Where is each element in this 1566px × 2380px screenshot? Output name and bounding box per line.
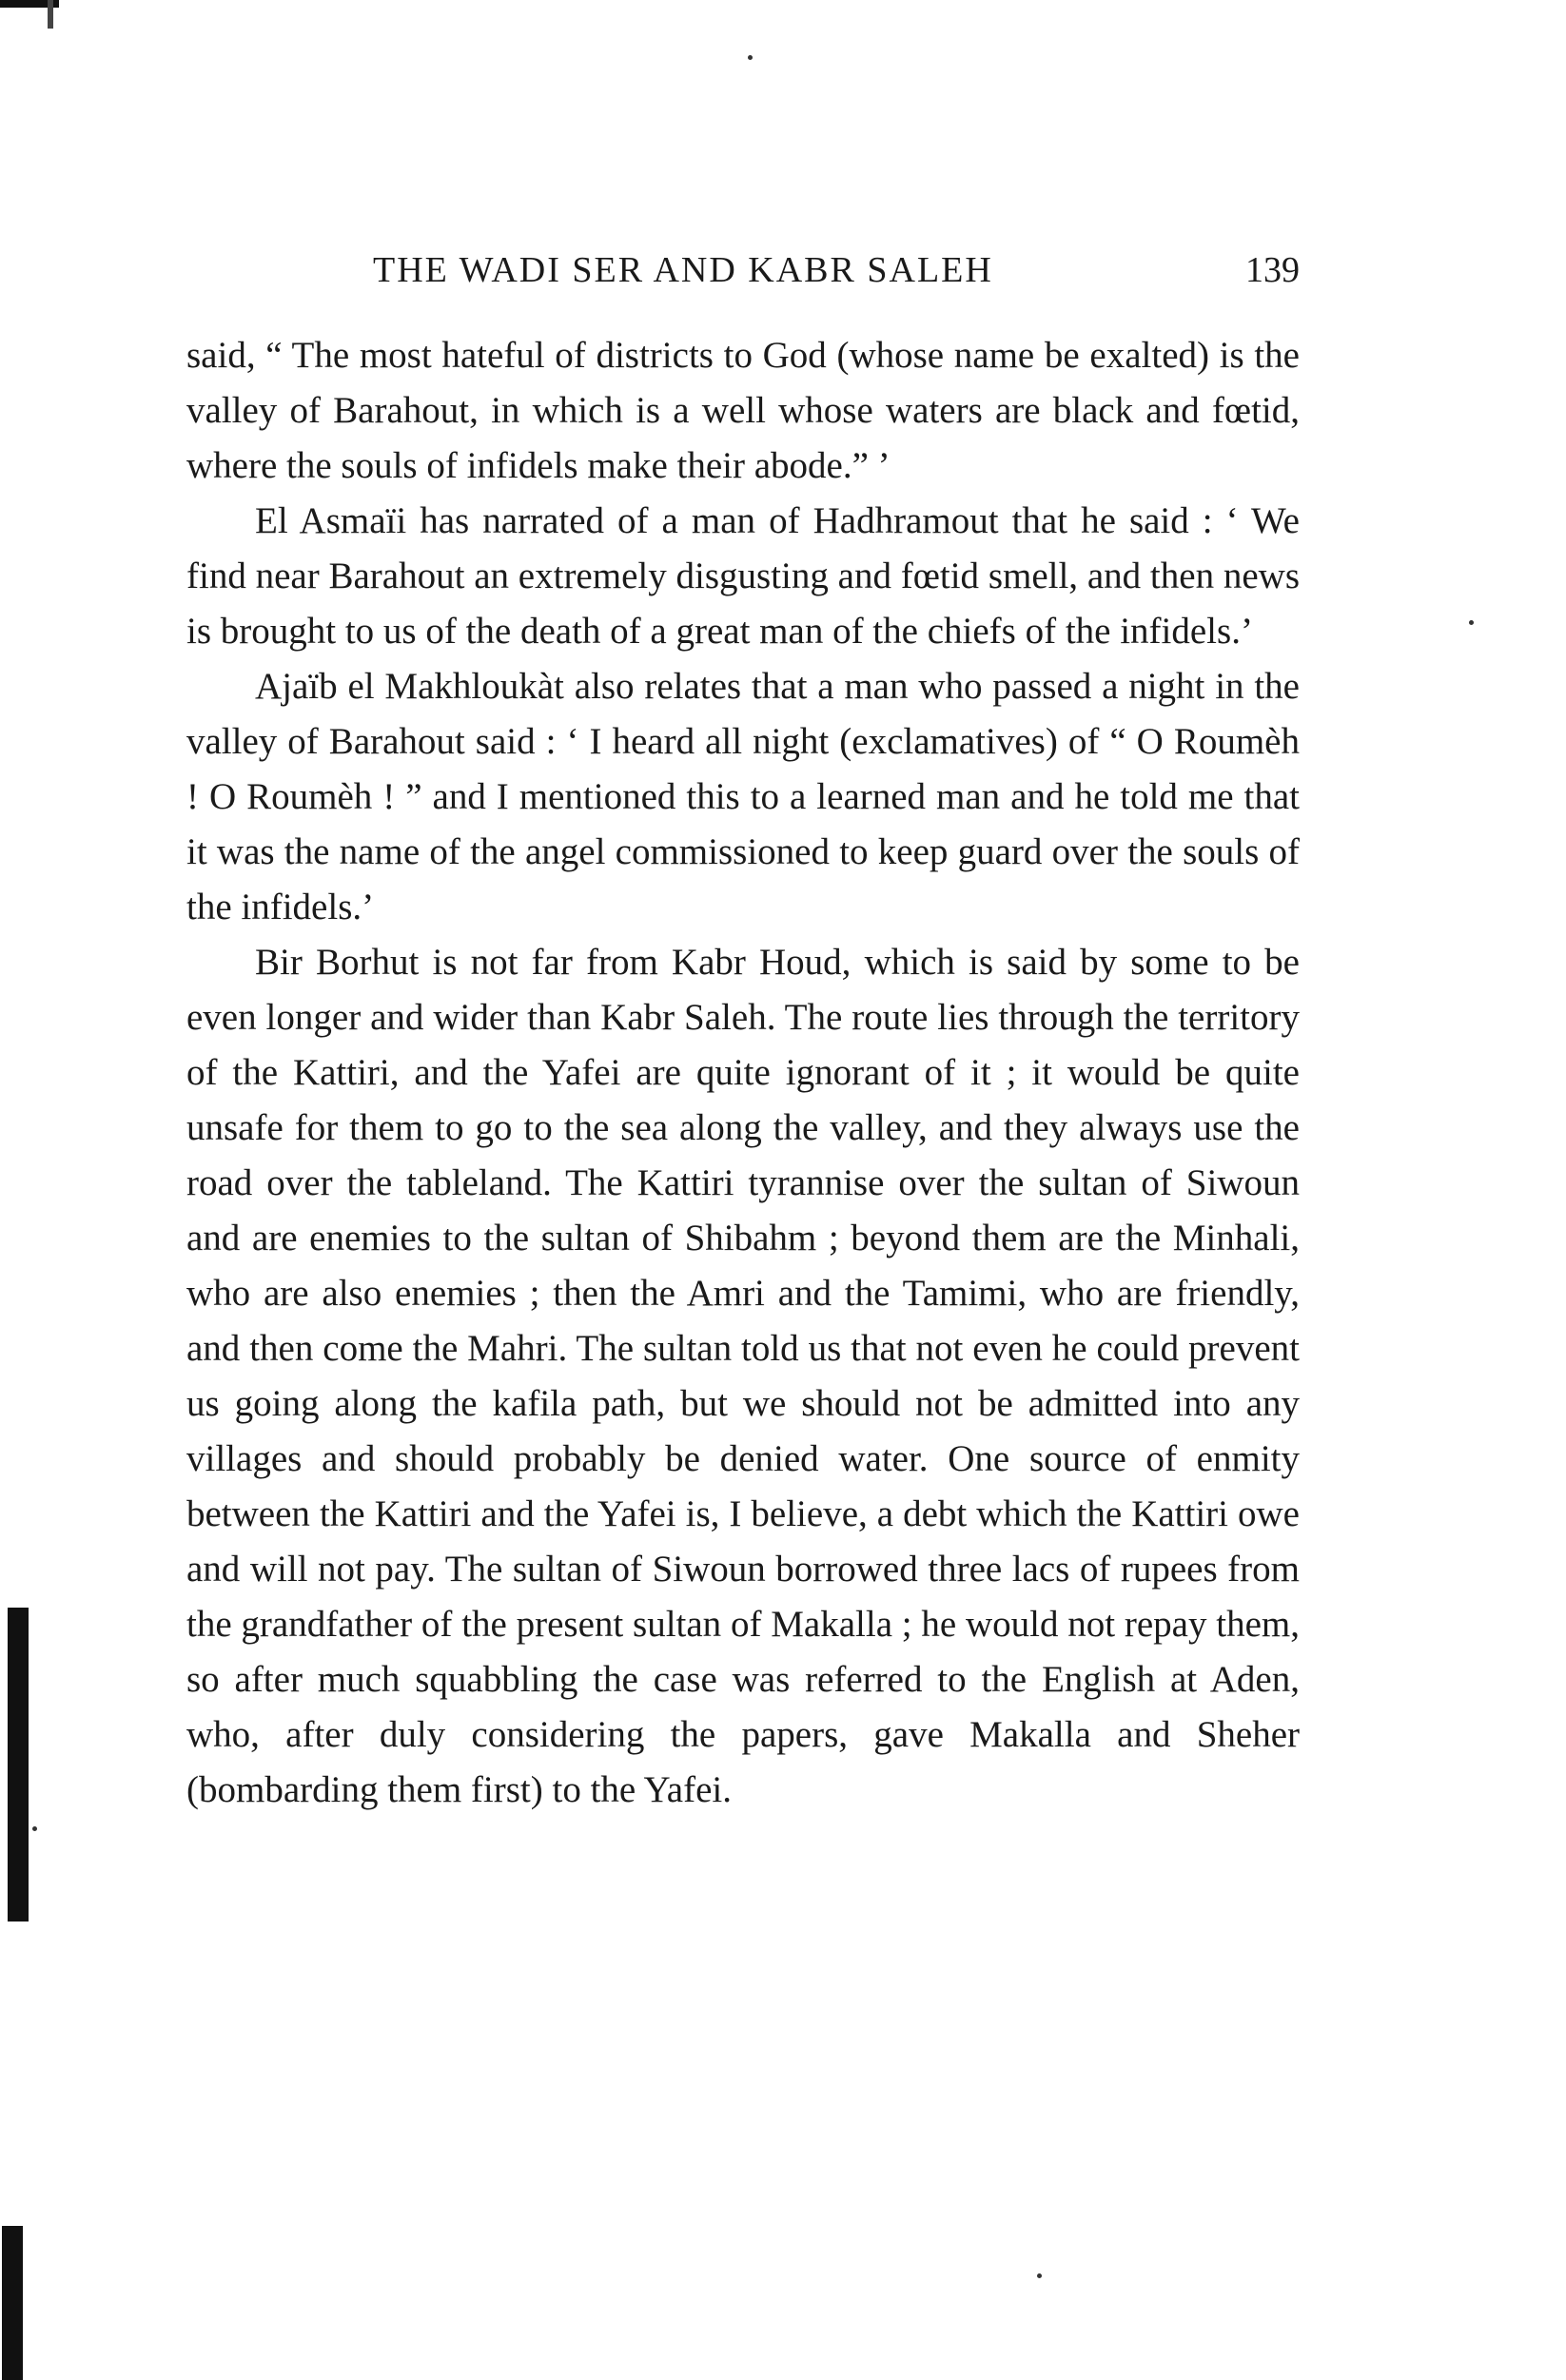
page-number: 139 [1245,250,1300,290]
scan-speck [1469,620,1474,625]
scan-speck [1037,2273,1042,2278]
scan-edge-bar [8,1608,29,1922]
scan-speck [748,55,753,60]
scan-edge-bar [2,2226,23,2380]
body-text [186,328,1300,1818]
running-title: THE WADI SER AND KABR SALEH [373,250,993,290]
paragraph-ajaib: Ajaïb el Makhloukàt also relates that a man who passed a night in the valley of Barahout said : ‘ I heard all night (exclamatives) of “ O Roumèh ! O Roumèh ! ” and I mentioned this to a learned man and he told me that it was the name of the angel commissioned to keep guard over the souls of the infidels.’ [186,666,1300,927]
paragraph-bir-borhut: Bir Borhut is not far from Kabr Houd, which is said by some to be even longer and wider than Kabr Saleh. The route lies through the territory of the Kattiri, and the Yafei are quite ignorant of it ; it would be quite unsafe for them to go to the sea along the valley, and they always use the road over the tableland. The Kattiri tyrannise over the sultan of Siwoun and are enemies to the sultan of Shibahm ; beyond them are the Minhali, who are also enemies ; then the Amri and the Tamimi, who are friendly, and then come the Mahri. The sultan told us that not even he could prevent us going along the kafila path, but we should not be admitted into any villages and should probably be denied water. One source of enmity between the Kattiri and the Yafei is, I believe, a debt which the Kattiri owe and will not pay. The sultan of Siwoun borrowed three lacs of rupees from the grandfather of the present sultan of Makalla ; he would not repay them, so after much squabbling the case was referred to the English at Aden, who, after duly considering the papers, gave Makalla and Sheher (bombarding them first) to the Yafei. [186,942,1300,1810]
scan-corner-mark [48,0,53,29]
scan-speck [32,1826,37,1831]
paragraph-continuation: said, “ The most hateful of districts to God (whose name be exalted) is the valley of Barahout, in which is a well whose waters are black and fœtid, where the souls of infidels make their abode.” ’ [186,335,1300,486]
running-head [186,249,1300,297]
paragraph-el-asmai: El Asmaïi has narrated of a man of Hadhramout that he said : ‘ We find near Barahout an extremely disgusting and fœtid smell, and then news is brought to us of the death of a great man of the chiefs of the infidels.’ [186,500,1300,652]
